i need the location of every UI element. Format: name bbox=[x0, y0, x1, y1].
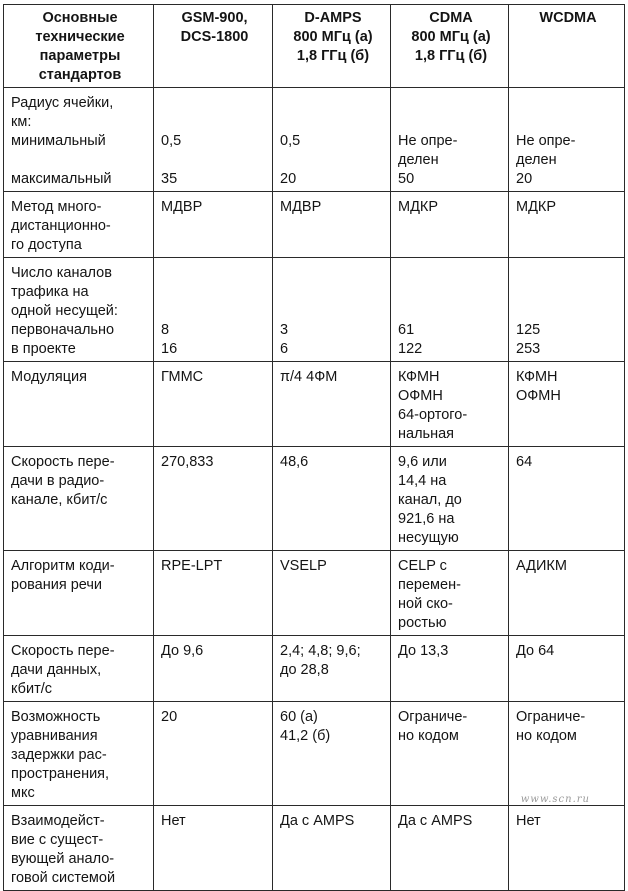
header-cell-cdma: CDMA 800 МГц (а) 1,8 ГГц (б) bbox=[391, 5, 509, 88]
cell-cdma: Ограниче- но кодом bbox=[391, 702, 509, 806]
cell-parameter: Модуляция bbox=[4, 362, 154, 447]
cell-cdma: Да с AMPS bbox=[391, 806, 509, 891]
cell-wcdma: 125 253 bbox=[509, 258, 625, 362]
cell-parameter: Метод много- дистанционно- го доступа bbox=[4, 192, 154, 258]
cell-gsm: Нет bbox=[154, 806, 273, 891]
cell-wcdma: До 64 bbox=[509, 636, 625, 702]
cell-parameter: Взаимодейст- вие с сущест- вующей анало- говой системой bbox=[4, 806, 154, 891]
table-row bbox=[4, 551, 625, 636]
cell-gsm: До 9,6 bbox=[154, 636, 273, 702]
cell-cdma: CELP с перемен- ной ско- ростью bbox=[391, 551, 509, 636]
cell-wcdma: Нет bbox=[509, 806, 625, 891]
header-cell-wcdma: WCDMA bbox=[509, 5, 625, 88]
table-row bbox=[4, 258, 625, 362]
cell-parameter: Алгоритм коди- рования речи bbox=[4, 551, 154, 636]
cell-d-amps: 3 6 bbox=[273, 258, 391, 362]
cell-cdma: Не опре- делен 50 bbox=[391, 88, 509, 192]
standards-comparison-table bbox=[3, 4, 625, 891]
cell-wcdma: 64 bbox=[509, 447, 625, 551]
header-cell-parameter: Основные технические параметры стандартов bbox=[4, 5, 154, 88]
cell-d-amps: Да с AMPS bbox=[273, 806, 391, 891]
table-row bbox=[4, 362, 625, 447]
cell-wcdma: МДКР bbox=[509, 192, 625, 258]
table-row bbox=[4, 88, 625, 192]
cell-d-amps: π/4 4ФМ bbox=[273, 362, 391, 447]
table-row bbox=[4, 636, 625, 702]
cell-d-amps: 2,4; 4,8; 9,6; до 28,8 bbox=[273, 636, 391, 702]
cell-gsm: МДВР bbox=[154, 192, 273, 258]
table-row bbox=[4, 192, 625, 258]
cell-wcdma: АДИКМ bbox=[509, 551, 625, 636]
table-row bbox=[4, 806, 625, 891]
cell-d-amps: МДВР bbox=[273, 192, 391, 258]
cell-parameter: Число каналов трафика на одной несущей: первоначально в проекте bbox=[4, 258, 154, 362]
table-row bbox=[4, 447, 625, 551]
table-row bbox=[4, 702, 625, 806]
cell-parameter: Радиус ячейки, км: минимальный максимальный bbox=[4, 88, 154, 192]
cell-parameter: Скорость пере- дачи данных, кбит/с bbox=[4, 636, 154, 702]
cell-cdma: 9,6 или 14,4 на канал, до 921,6 на несущую bbox=[391, 447, 509, 551]
cell-gsm: 20 bbox=[154, 702, 273, 806]
cell-gsm: ГММС bbox=[154, 362, 273, 447]
cell-parameter: Возможность уравнивания задержки рас- пространения, мкс bbox=[4, 702, 154, 806]
cell-wcdma: Не опре- делен 20 bbox=[509, 88, 625, 192]
cell-d-amps: 48,6 bbox=[273, 447, 391, 551]
header-cell-gsm: GSM-900, DCS-1800 bbox=[154, 5, 273, 88]
watermark: www.scn.ru bbox=[520, 794, 590, 805]
cell-wcdma: Ограниче- но кодом bbox=[509, 702, 625, 806]
cell-wcdma: КФМН ОФМН bbox=[509, 362, 625, 447]
header-row bbox=[4, 5, 625, 88]
cell-d-amps: 60 (а) 41,2 (б) bbox=[273, 702, 391, 806]
header-cell-d-amps: D-AMPS 800 МГц (а) 1,8 ГГц (б) bbox=[273, 5, 391, 88]
cell-gsm: 8 16 bbox=[154, 258, 273, 362]
cell-cdma: МДКР bbox=[391, 192, 509, 258]
cell-d-amps: VSELP bbox=[273, 551, 391, 636]
cell-cdma: 61 122 bbox=[391, 258, 509, 362]
cell-cdma: КФМН ОФМН 64-ортого- нальная bbox=[391, 362, 509, 447]
cell-gsm: RPE-LPT bbox=[154, 551, 273, 636]
cell-gsm: 0,5 35 bbox=[154, 88, 273, 192]
cell-cdma: До 13,3 bbox=[391, 636, 509, 702]
cell-d-amps: 0,5 20 bbox=[273, 88, 391, 192]
cell-gsm: 270,833 bbox=[154, 447, 273, 551]
cell-parameter: Скорость пере- дачи в радио- канале, кбит/с bbox=[4, 447, 154, 551]
